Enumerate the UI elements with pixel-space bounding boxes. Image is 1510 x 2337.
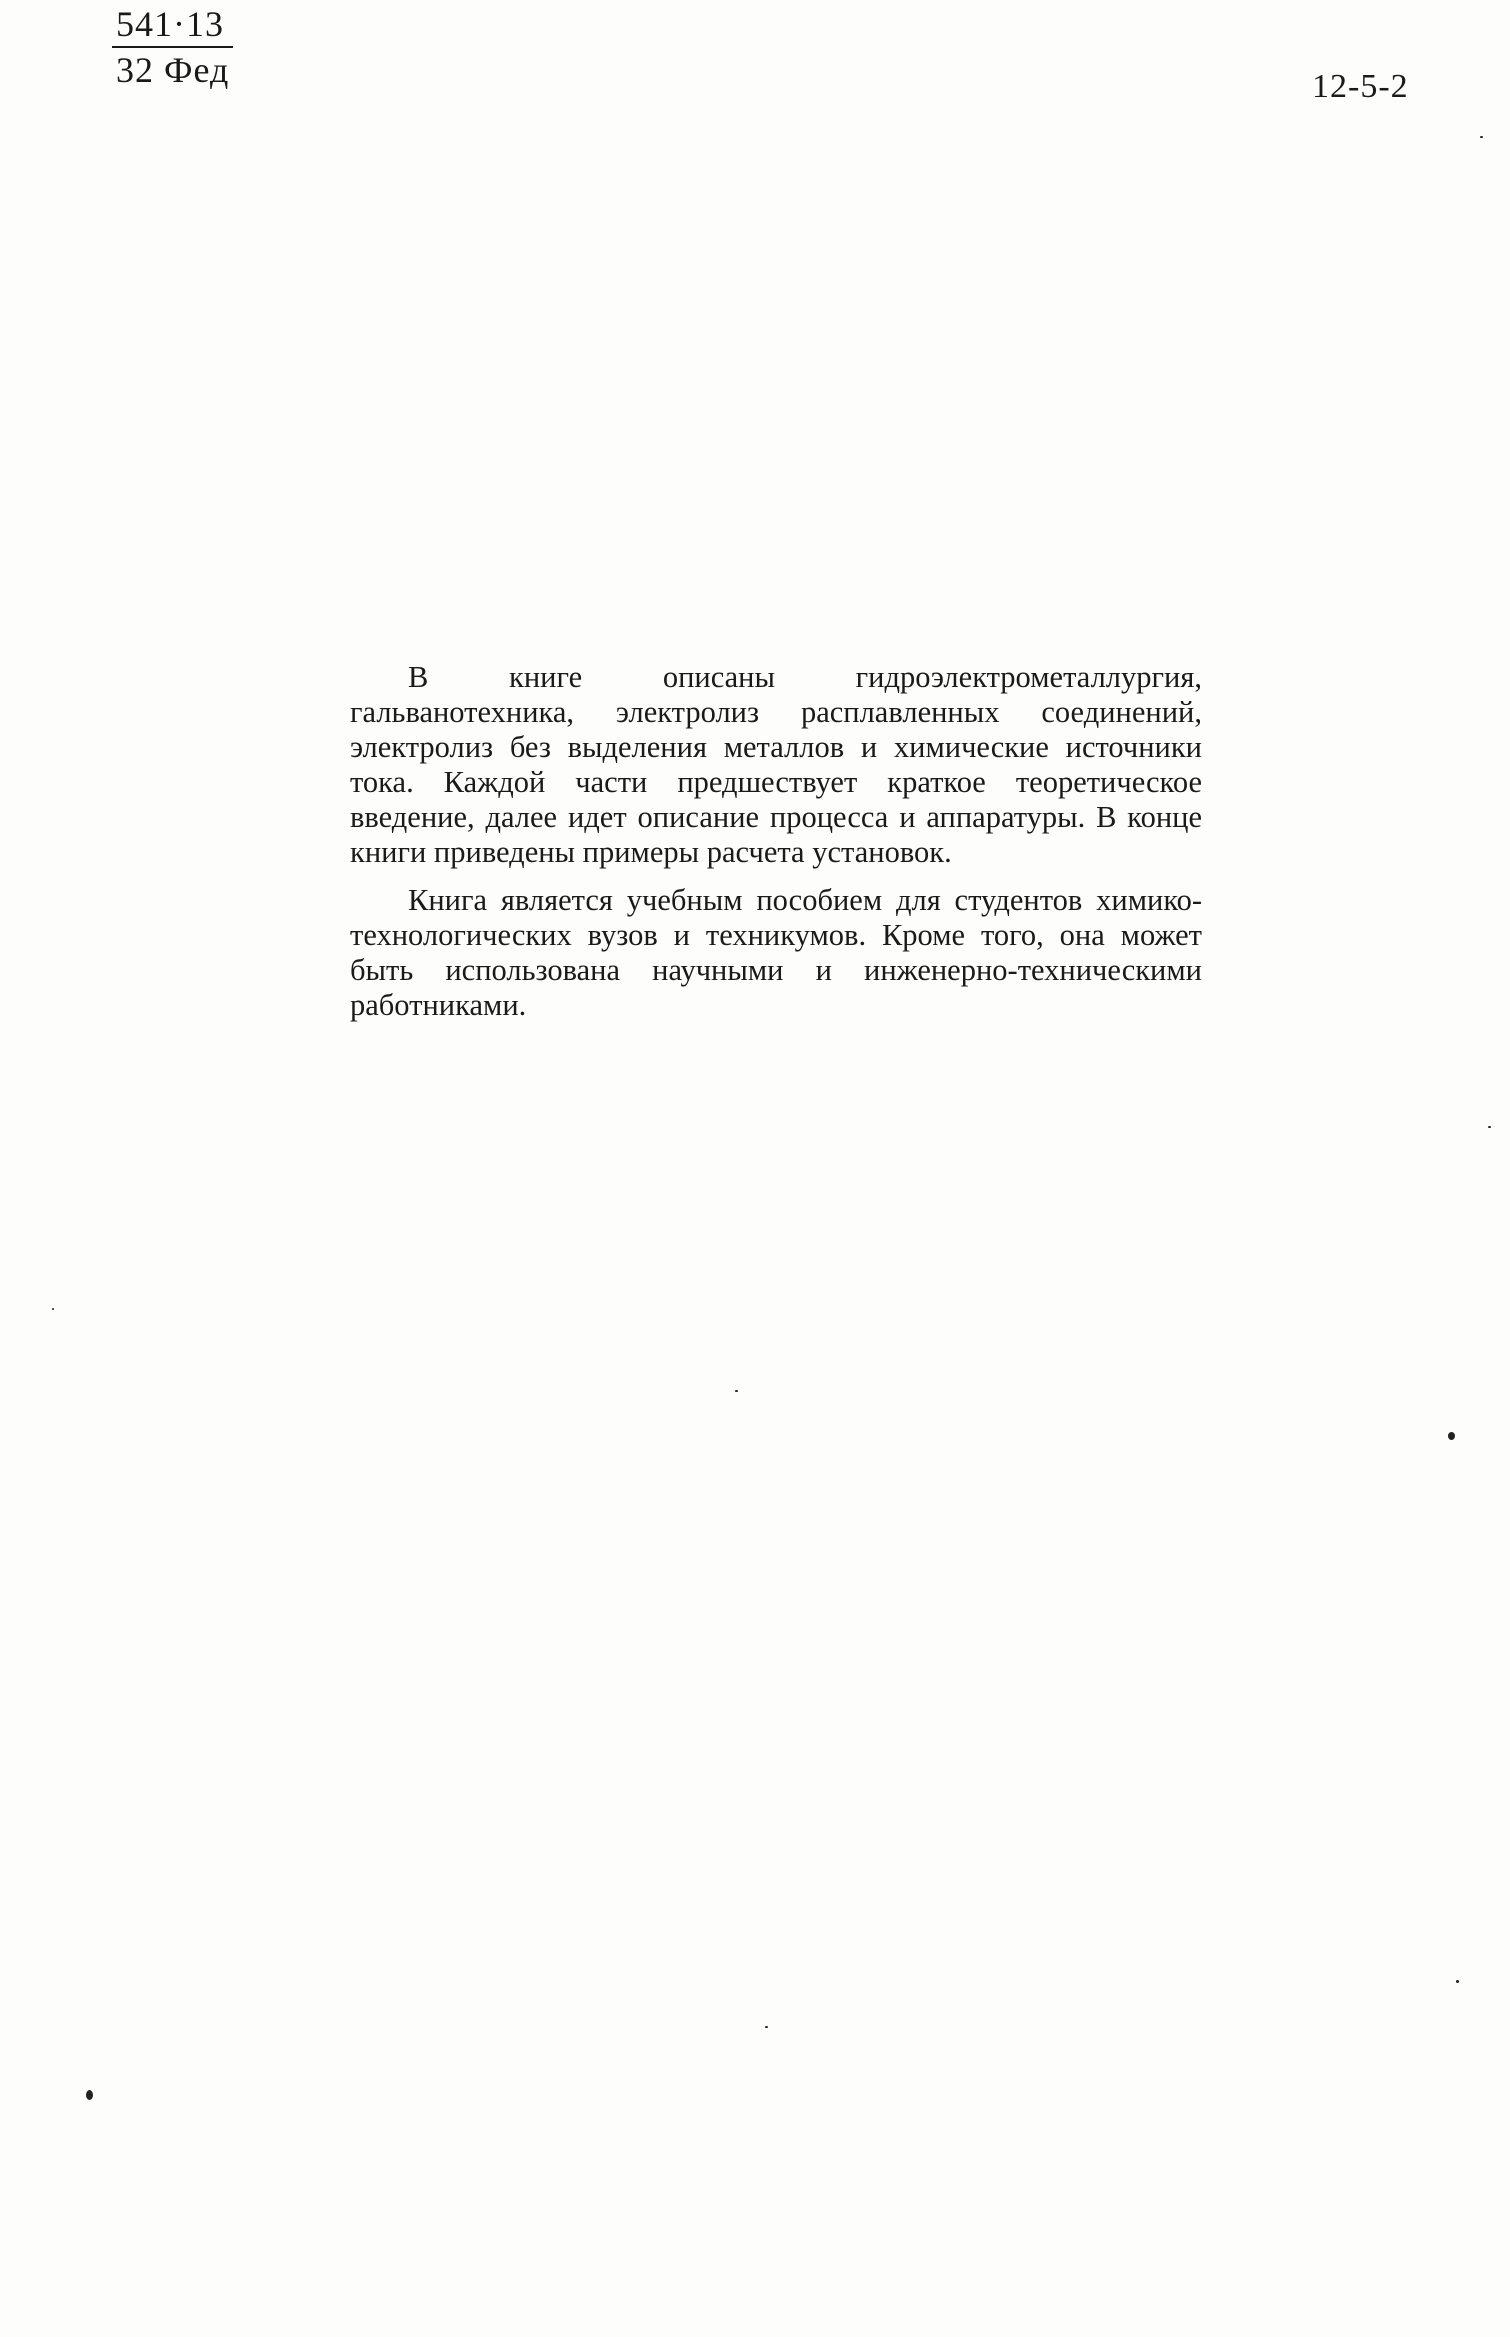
book-abstract — [350, 660, 1202, 1036]
scan-speck — [765, 2026, 768, 2028]
udc-index — [112, 4, 233, 90]
catalog-code: 12-5-2 — [1312, 68, 1409, 105]
udc-denominator: 32 Фед — [116, 50, 230, 90]
scan-speck — [1480, 136, 1483, 138]
abstract-paragraph-2: Книга является учебным пособием для студентов химико-технологических вузов и техникумов. Кроме того, она может быть использована научными и инженерно-техническими работниками. — [350, 883, 1202, 1022]
udc-numerator: 541·13 — [112, 4, 233, 48]
scan-speck — [1456, 1980, 1459, 1983]
scan-speck — [52, 1308, 54, 1310]
scan-speck — [1488, 1126, 1491, 1128]
scan-speck — [735, 1390, 738, 1392]
scan-speck — [86, 2090, 93, 2100]
scan-speck — [1448, 1432, 1455, 1440]
abstract-paragraph-1: В книге описаны гидроэлектрометаллургия, гальванотехника, электролиз расплавленных соединений, электролиз без выделения металлов и химические источники тока. Каждой части предшествует краткое теоретическое введение, далее идет описание процесса и аппаратуры. В конце книги приведены примеры расчета установок. — [350, 660, 1202, 869]
